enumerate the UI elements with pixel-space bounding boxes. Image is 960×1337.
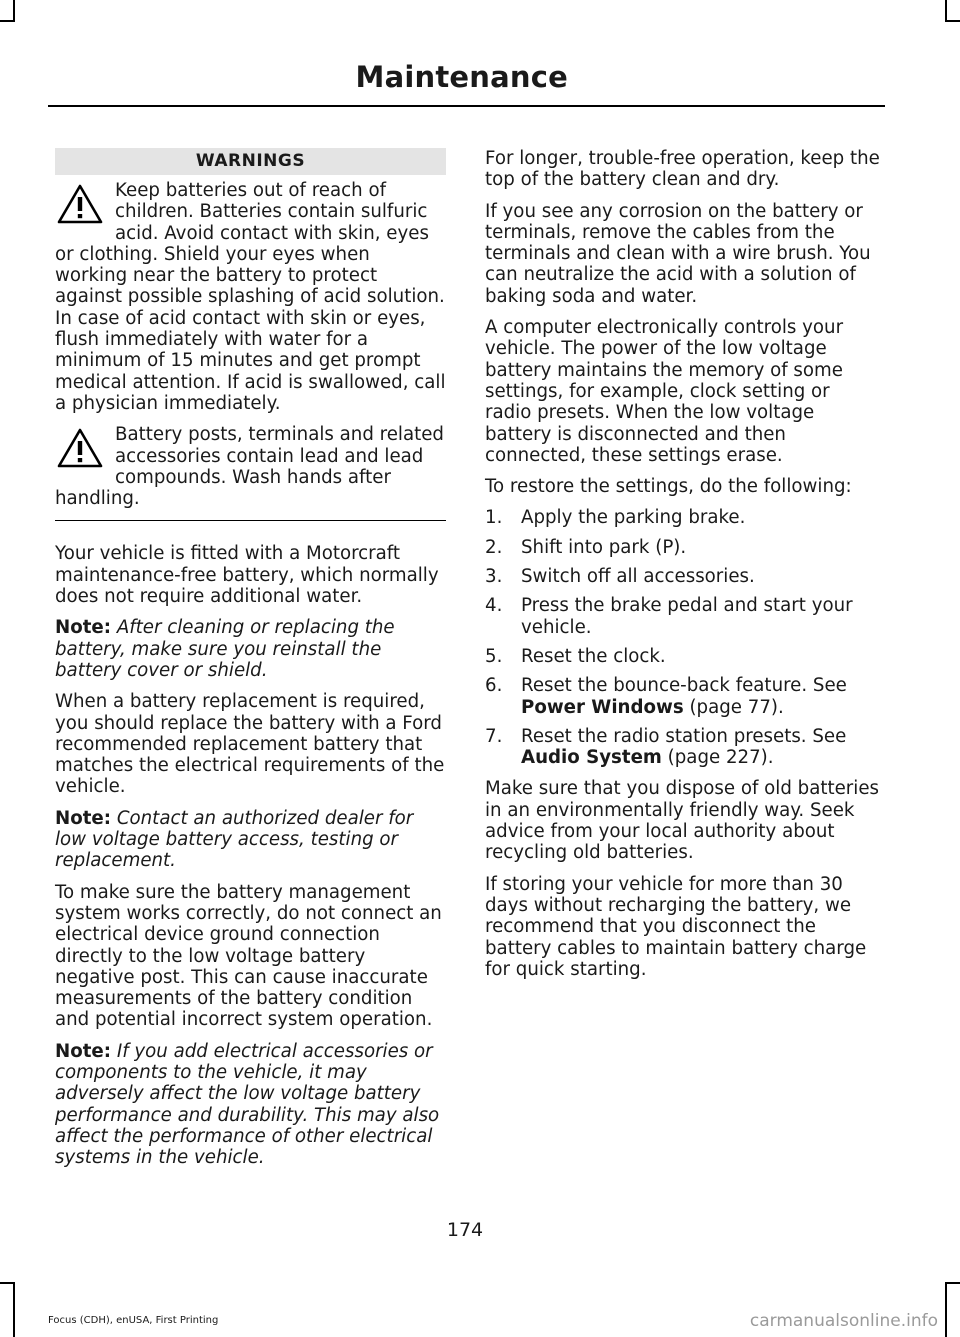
note-label: Note:	[55, 617, 112, 639]
paragraph: Your vehicle is fitted with a Motorcraft maintenance-free battery, which normally does not require additional water.	[55, 543, 439, 608]
header-divider	[48, 105, 885, 107]
step-number: 3.	[485, 566, 503, 588]
power-windows-link[interactable]: Power Windows	[521, 696, 684, 718]
crop-mark	[13, 1282, 15, 1337]
list-item	[485, 566, 881, 587]
note-label: Note:	[55, 807, 112, 829]
watermark: carmanualsonline.info	[749, 1311, 938, 1331]
step-text: Shift into park (P).	[521, 536, 687, 558]
page-number: 174	[446, 1219, 484, 1241]
warning-text: Keep batteries out of reach of children. Batteries contain sulfuric acid. Avoid contact with skin, eyes or clothing. Shield your eyes when working near the battery to protect against possible splashing of acid solution. In case of acid contact with skin or eyes, flush immediately with water for a minimum of 15 minutes and get prompt medical attention. If acid is swallowed, call a physician immediately.	[55, 180, 446, 414]
step-text: Switch off all accessories.	[521, 566, 755, 588]
paragraph: A computer electronically controls your vehicle. The power of the low voltage battery maintains the memory of some settings, for example, clock setting or radio presets. When the low voltage battery is disconnected and then connected, these settings erase.	[485, 317, 844, 466]
note	[55, 617, 446, 681]
list-item	[485, 726, 881, 769]
page-reference: (page 77).	[689, 696, 784, 718]
crop-mark	[945, 20, 960, 22]
warning-item	[55, 424, 446, 509]
crop-mark	[945, 0, 947, 22]
note-text: After cleaning or replacing the battery, make sure you reinstall the battery cover or shield.	[55, 617, 395, 681]
crop-mark	[945, 1282, 947, 1337]
page-title: Maintenance	[355, 60, 568, 94]
paragraph: To restore the settings, do the following:	[485, 476, 852, 498]
crop-mark	[945, 1282, 960, 1284]
warnings-divider	[55, 520, 446, 521]
note-label: Note:	[55, 1040, 112, 1062]
list-item	[485, 595, 881, 638]
note	[55, 1041, 446, 1169]
left-column	[55, 148, 446, 1178]
list-item	[485, 675, 881, 718]
paragraph: If you see any corrosion on the battery or terminals, remove the cables from the terminals and clean with a wire brush. You can neutralize the acid with a solution of baking soda and water.	[485, 200, 871, 307]
paragraph: Make sure that you dispose of old batteries in an environmentally friendly way. Seek advice from your local authority about recycling old batteries.	[485, 778, 880, 864]
warning-item	[55, 180, 446, 414]
step-number: 6.	[485, 675, 503, 697]
note-text: Contact an authorized dealer for low voltage battery access, testing or replacement.	[55, 807, 414, 872]
step-text: Reset the clock.	[521, 645, 666, 667]
step-number: 5.	[485, 645, 503, 667]
paragraph: For longer, trouble-free operation, keep the top of the battery clean and dry.	[485, 148, 880, 191]
paragraph: When a battery replacement is required, you should replace the battery with a Ford recommended replacement battery that matches the electrical requirements of the vehicle.	[55, 691, 445, 798]
crop-mark	[13, 0, 15, 22]
step-text: Press the brake pedal and start your vehicle.	[521, 595, 853, 638]
warning-triangle-icon	[53, 180, 107, 228]
step-number: 7.	[485, 725, 503, 747]
step-number: 1.	[485, 507, 503, 529]
footer-text: Focus (CDH), enUSA, First Printing	[48, 1315, 219, 1326]
crop-mark	[0, 1282, 15, 1284]
list-item	[485, 646, 881, 667]
step-number: 2.	[485, 536, 503, 558]
paragraph: To make sure the battery management system works correctly, do not connect an electrical device ground connection directly to the low voltage battery negative post. This can cause inaccurate measurements of the battery condition and potential incorrect system operation.	[55, 881, 442, 1031]
list-item	[485, 507, 881, 528]
warning-triangle-icon	[53, 424, 107, 472]
crop-mark	[0, 20, 15, 22]
paragraph: If storing your vehicle for more than 30 days without recharging the battery, we recommend that you disconnect the battery cables to maintain battery charge for quick starting.	[485, 873, 867, 980]
page-reference: (page 227).	[667, 747, 774, 769]
warnings-heading: WARNINGS	[55, 148, 446, 175]
restore-steps-list	[485, 507, 881, 768]
note	[55, 808, 446, 872]
step-text: Reset the bounce-back feature. See	[521, 675, 847, 697]
list-item	[485, 537, 881, 558]
step-text: Apply the parking brake.	[521, 507, 746, 529]
step-text: Reset the radio station presets. See	[521, 725, 847, 747]
right-column	[485, 148, 881, 990]
note-text: If you add electrical accessories or components to the vehicle, it may adversely affect the low voltage battery performance and durability. This may also affect the performance of other electrical systems in the vehicle.	[55, 1040, 440, 1169]
warning-text: Battery posts, terminals and related accessories contain lead and lead compounds. Wash hands after handling.	[55, 424, 444, 510]
step-number: 4.	[485, 595, 503, 617]
audio-system-link[interactable]: Audio System	[521, 747, 662, 769]
